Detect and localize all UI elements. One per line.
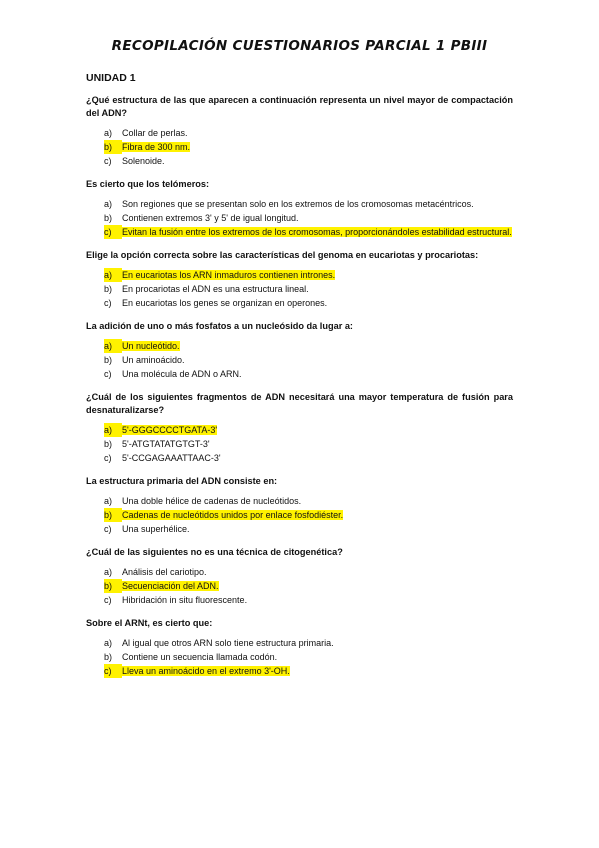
option-letter: c) [104, 225, 122, 239]
option-text-wrap [122, 494, 513, 508]
option-letter: a) [104, 339, 122, 353]
option-text: 5'-GGGCCCCTGATA-3' [122, 425, 218, 435]
answer-options [86, 126, 513, 168]
answer-options [86, 197, 513, 239]
answer-option [104, 650, 513, 664]
option-text: En eucariotas los ARN inmaduros contienen intrones. [122, 270, 336, 280]
answer-option [104, 565, 513, 579]
option-letter: c) [104, 298, 112, 308]
answer-option [104, 154, 513, 168]
option-text-wrap [122, 154, 513, 168]
option-letter: a) [104, 128, 113, 138]
option-text-wrap [122, 353, 513, 367]
question-block [86, 320, 513, 381]
option-text-wrap [122, 423, 513, 437]
option-letter: b) [104, 652, 113, 662]
answer-option [104, 636, 513, 650]
question-text: Elige la opción correcta sobre las características del genoma en eucariotas y procariotas: [86, 250, 479, 260]
option-text: Contiene un secuencia llamada codón. [122, 652, 278, 662]
question-list [86, 94, 513, 678]
option-letter: b) [104, 579, 122, 593]
option-text: Son regiones que se presentan solo en los extremos de los cromosomas metacéntricos. [122, 199, 474, 209]
option-text-wrap [122, 126, 513, 140]
question-block [86, 475, 513, 536]
option-letter: a) [104, 199, 113, 209]
question-text: La adición de uno o más fosfatos a un nucleósido da lugar a: [86, 321, 353, 331]
option-letter: b) [104, 355, 113, 365]
question-text: ¿Cuál de los siguientes fragmentos de ADN necesitará una mayor temperatura de fusión para desnaturalizarse? [86, 392, 513, 415]
option-letter: c) [104, 369, 112, 379]
option-text-wrap [122, 664, 513, 678]
answer-option [104, 197, 513, 211]
answer-option [104, 437, 513, 451]
answer-options [86, 339, 513, 381]
answer-option-correct [104, 508, 513, 522]
option-text-wrap [122, 437, 513, 451]
option-text-wrap [122, 225, 513, 239]
option-text: Una superhélice. [122, 524, 190, 534]
option-letter: a) [104, 638, 113, 648]
option-text-wrap [122, 197, 513, 211]
option-letter: c) [104, 453, 112, 463]
option-letter: a) [104, 567, 113, 577]
option-text-wrap [122, 296, 513, 310]
answer-option [104, 522, 513, 536]
option-letter: b) [104, 284, 113, 294]
option-text-wrap [122, 565, 513, 579]
option-text: Análisis del cariotipo. [122, 567, 207, 577]
question-block [86, 546, 513, 607]
answer-option-correct [104, 339, 513, 353]
question-block [86, 94, 513, 168]
answer-option [104, 494, 513, 508]
option-text: Fibra de 300 nm. [122, 142, 191, 152]
option-letter: b) [104, 140, 122, 154]
option-letter: b) [104, 213, 113, 223]
option-letter: a) [104, 496, 113, 506]
option-text: Al igual que otros ARN solo tiene estructura primaria. [122, 638, 334, 648]
answer-option [104, 353, 513, 367]
question-block [86, 617, 513, 678]
option-letter: b) [104, 508, 122, 522]
document-title: RECOPILACIÓN CUESTIONARIOS PARCIAL 1 PBIII [111, 38, 488, 54]
question-text: Es cierto que los telómeros: [86, 179, 210, 189]
option-text-wrap [122, 579, 513, 593]
answer-option-correct [104, 268, 513, 282]
question-text: ¿Cuál de las siguientes no es una técnica de citogenética? [86, 547, 343, 557]
option-text-wrap [122, 650, 513, 664]
option-text-wrap [122, 451, 513, 465]
question-text: Sobre el ARNt, es cierto que: [86, 618, 213, 628]
answer-options [86, 423, 513, 465]
question-text: La estructura primaria del ADN consiste en: [86, 476, 278, 486]
answer-option-correct [104, 579, 513, 593]
answer-option-correct [104, 664, 513, 678]
answer-option-correct [104, 225, 513, 239]
answer-option [104, 593, 513, 607]
option-letter: c) [104, 595, 112, 605]
option-text: Cadenas de nucleótidos unidos por enlace fosfodiéster. [122, 510, 344, 520]
question-block [86, 249, 513, 310]
option-text: En eucariotas los genes se organizan en operones. [122, 298, 328, 308]
question-block [86, 391, 513, 465]
option-text: Un aminoácido. [122, 355, 185, 365]
option-text-wrap [122, 339, 513, 353]
answer-option [104, 282, 513, 296]
option-letter: a) [104, 423, 122, 437]
option-text: En procariotas el ADN es una estructura lineal. [122, 284, 309, 294]
option-text: Secuenciación del ADN. [122, 581, 219, 591]
answer-options [86, 565, 513, 607]
answer-option [104, 211, 513, 225]
option-letter: c) [104, 524, 112, 534]
unit-heading: UNIDAD 1 [86, 72, 136, 84]
option-text: Solenoide. [122, 156, 165, 166]
answer-option [104, 296, 513, 310]
answer-option-correct [104, 423, 513, 437]
answer-options [86, 494, 513, 536]
option-text-wrap [122, 211, 513, 225]
question-text: ¿Qué estructura de las que aparecen a continuación representa un nivel mayor de compactación del ADN? [86, 95, 513, 118]
option-letter: a) [104, 268, 122, 282]
answer-option-correct [104, 140, 513, 154]
option-text-wrap [122, 636, 513, 650]
option-text-wrap [122, 268, 513, 282]
option-text: Hibridación in situ fluorescente. [122, 595, 248, 605]
option-text: 5'-CCGAGAAATTAAC-3' [122, 453, 221, 463]
option-text: Contienen extremos 3' y 5' de igual longitud. [122, 213, 299, 223]
option-text-wrap [122, 140, 513, 154]
answer-option [104, 126, 513, 140]
option-text: 5'-ATGTATATGTGT-3' [122, 439, 210, 449]
option-text: Evitan la fusión entre los extremos de los cromosomas, proporcionándoles estabilidad estructural. [122, 227, 512, 237]
answer-options [86, 268, 513, 310]
option-text: Una molécula de ADN o ARN. [122, 369, 242, 379]
answer-options [86, 636, 513, 678]
option-letter: b) [104, 439, 113, 449]
option-text-wrap [122, 282, 513, 296]
option-text-wrap [122, 522, 513, 536]
option-text-wrap [122, 367, 513, 381]
option-text-wrap [122, 508, 513, 522]
option-text: Una doble hélice de cadenas de nucleótidos. [122, 496, 302, 506]
option-text-wrap [122, 593, 513, 607]
question-block [86, 178, 513, 239]
answer-option [104, 451, 513, 465]
option-letter: c) [104, 156, 112, 166]
answer-option [104, 367, 513, 381]
option-text: Un nucleótido. [122, 341, 180, 351]
option-letter: c) [104, 664, 122, 678]
option-text: Lleva un aminoácido en el extremo 3'-OH. [122, 666, 290, 676]
option-text: Collar de perlas. [122, 128, 188, 138]
